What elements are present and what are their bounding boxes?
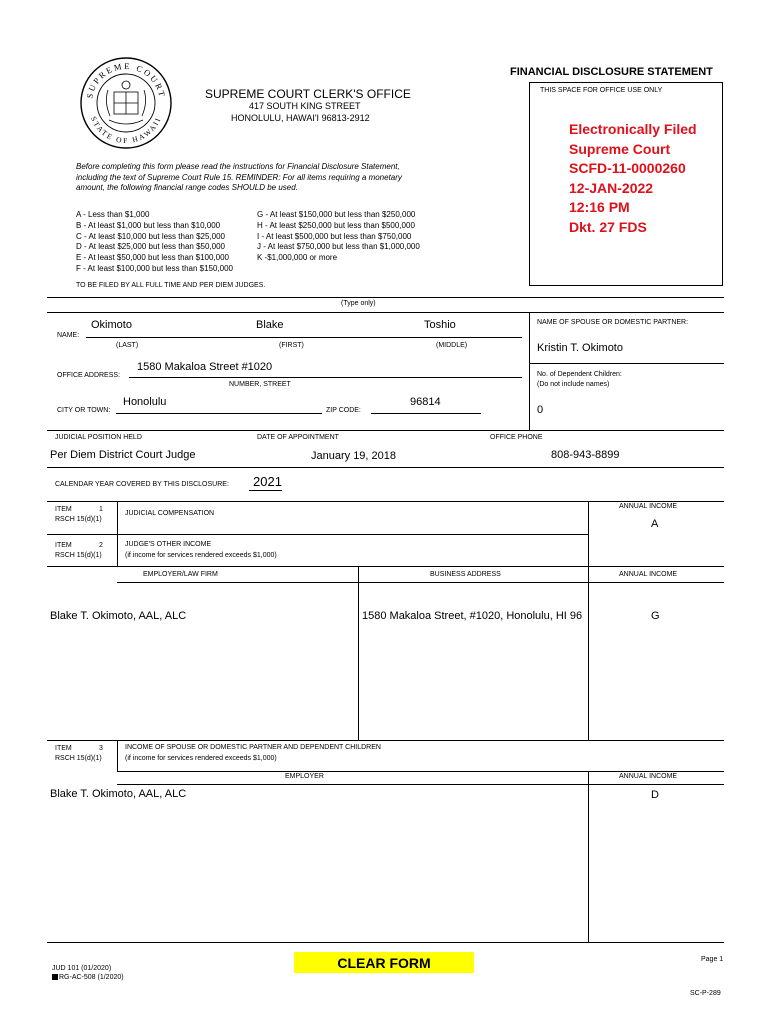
range-code: B - At least $1,000 but less than $10,000 xyxy=(76,220,221,230)
spouse-label: NAME OF SPOUSE OR DOMESTIC PARTNER: xyxy=(537,319,689,326)
divider xyxy=(117,534,118,566)
efiled-line: 12:16 PM xyxy=(569,199,630,215)
item3-subtitle: (if income for services rendered exceeds $1,000) xyxy=(125,755,277,762)
divider xyxy=(117,582,724,583)
item2-income-label: ANNUAL INCOME xyxy=(619,571,678,578)
item2-subtitle: (if income for services rendered exceeds $1,000) xyxy=(125,552,277,559)
item2-business-label: BUSINESS ADDRESS xyxy=(430,571,501,578)
office-address-line1: 417 SOUTH KING STREET xyxy=(249,101,361,111)
range-codes-right xyxy=(257,210,420,264)
form-revision: RG-AC-508 (1/2020) xyxy=(52,974,124,981)
item2-title: JUDGE'S OTHER INCOME xyxy=(125,541,212,548)
divider xyxy=(47,467,724,468)
instructions-line: amount, the following financial range codes SHOULD be used. xyxy=(76,183,298,192)
dependents-label xyxy=(537,370,622,390)
range-code: K -$1,000,000 or more xyxy=(257,253,338,263)
divider xyxy=(588,566,589,740)
first-name-label: (FIRST) xyxy=(279,342,304,349)
middle-name-field[interactable]: Toshio xyxy=(424,319,456,331)
address-sub-label: NUMBER, STREET xyxy=(229,381,291,388)
first-name-field[interactable]: Blake xyxy=(256,319,284,331)
dependents-label-line: (Do not include names) xyxy=(537,381,610,388)
divider xyxy=(47,534,588,535)
item2-income-code-field[interactable]: G xyxy=(651,610,660,622)
year-underline xyxy=(249,490,282,491)
divider xyxy=(47,501,724,502)
divider xyxy=(117,784,724,785)
checkbox-icon xyxy=(52,974,58,980)
address-underline xyxy=(129,377,522,378)
range-codes-left xyxy=(76,210,233,275)
efiled-line: Electronically Filed xyxy=(569,121,697,137)
court-seal xyxy=(79,56,173,150)
item3-rule: RSCH 15(d)(1) xyxy=(55,755,102,762)
item3-income-code-field[interactable]: D xyxy=(651,789,659,801)
item3-employer-field[interactable]: Blake T. Okimoto, AAL, ALC xyxy=(50,788,187,800)
office-address-line2: HONOLULU, HAWAI'I 96813-2912 xyxy=(231,113,370,123)
item1-title: JUDICIAL COMPENSATION xyxy=(125,510,215,517)
position-field[interactable]: Per Diem District Court Judge xyxy=(50,449,196,461)
item1-income-label: ANNUAL INCOME xyxy=(619,503,678,510)
page-number: Page 1 xyxy=(701,956,724,963)
range-code: I - At least $500,000 but less than $750,000 xyxy=(257,231,412,241)
item2-employer-label: EMPLOYER/LAW FIRM xyxy=(143,571,218,578)
zip-underline xyxy=(371,413,481,414)
doc-code: SC-P-289 xyxy=(690,990,721,997)
year-label: CALENDAR YEAR COVERED BY THIS DISCLOSURE: xyxy=(55,481,229,488)
divider xyxy=(529,363,724,364)
divider xyxy=(47,740,724,741)
item3-income-label: ANNUAL INCOME xyxy=(619,773,678,780)
efiled-line: Dkt. 27 FDS xyxy=(569,218,647,235)
office-name: SUPREME COURT CLERK'S OFFICE xyxy=(205,87,411,101)
office-phone-field[interactable]: 808-943-8899 xyxy=(551,449,620,461)
item2-employer-field[interactable]: Blake T. Okimoto, AAL, ALC xyxy=(50,610,187,622)
name-underline xyxy=(86,337,522,338)
item3-employer-label: EMPLOYER xyxy=(285,773,324,780)
divider xyxy=(47,430,724,431)
item2-label: ITEM 2 xyxy=(55,542,103,549)
clear-form-button[interactable]: CLEAR FORM xyxy=(294,952,474,973)
range-code: A - Less than $1,000 xyxy=(76,210,150,219)
range-code: D - At least $25,000 but less than $50,000 xyxy=(76,242,225,252)
divider xyxy=(47,566,724,567)
divider xyxy=(529,312,530,430)
divider xyxy=(47,312,724,313)
position-label: JUDICIAL POSITION HELD xyxy=(55,434,142,441)
city-label: CITY OR TOWN: xyxy=(57,407,111,414)
instructions xyxy=(76,162,402,194)
city-field[interactable]: Honolulu xyxy=(123,396,167,408)
zip-field[interactable]: 96814 xyxy=(410,396,441,408)
last-name-field[interactable]: Okimoto xyxy=(91,319,132,331)
instructions-line: including the text of Supreme Court Rule 15. REMINDER: For all items requiring a monetary xyxy=(76,172,402,182)
office-phone-label: OFFICE PHONE xyxy=(490,434,543,441)
efiled-line: Supreme Court xyxy=(569,140,671,157)
divider xyxy=(117,740,118,771)
item1-income-code-field[interactable]: A xyxy=(651,518,659,530)
office-address-field[interactable]: 1580 Makaloa Street #1020 xyxy=(137,361,273,373)
item3-label: ITEM 3 xyxy=(55,745,103,752)
name-label: NAME: xyxy=(57,332,80,339)
office-use-label: THIS SPACE FOR OFFICE USE ONLY xyxy=(540,87,663,94)
dependents-label-line: No. of Dependent Children: xyxy=(537,371,622,378)
type-only-label: (Type only) xyxy=(341,300,376,307)
efiled-stamp xyxy=(569,120,697,237)
range-code: J - At least $750,000 but less than $1,000,000 xyxy=(257,242,420,252)
city-underline xyxy=(116,413,322,414)
item3-title: INCOME OF SPOUSE OR DOMESTIC PARTNER AND DEPENDENT CHILDREN xyxy=(125,744,381,751)
office-address-label: OFFICE ADDRESS: xyxy=(57,372,121,379)
efiled-line: SCFD-11-0000260 xyxy=(569,160,686,176)
seal-top-text: SUPREME COURT xyxy=(84,60,168,100)
item1-label: ITEM 1 xyxy=(55,506,103,513)
item2-rule: RSCH 15(d)(1) xyxy=(55,552,102,559)
item2-business-address-field[interactable]: 1580 Makaloa Street, #1020, Honolulu, HI 96 xyxy=(362,610,583,622)
divider xyxy=(47,942,724,943)
range-code: E - At least $50,000 but less than $100,000 xyxy=(76,253,229,263)
range-code: G - At least $150,000 but less than $250,000 xyxy=(257,210,416,219)
dependents-count-field[interactable]: 0 xyxy=(537,404,544,416)
last-name-label: (LAST) xyxy=(116,342,139,349)
year-field[interactable]: 2021 xyxy=(253,474,282,489)
spouse-name-field[interactable]: Kristin T. Okimoto xyxy=(537,342,623,354)
range-code: C - At least $10,000 but less than $25,000 xyxy=(76,231,225,241)
filed-by-note: TO BE FILED BY ALL FULL TIME AND PER DIEM JUDGES. xyxy=(76,282,266,289)
appointment-label: DATE OF APPOINTMENT xyxy=(257,434,339,441)
form-code: JUD 101 (01/2020) xyxy=(52,965,112,972)
divider xyxy=(117,501,118,534)
efiled-line: 12-JAN-2022 xyxy=(569,179,654,196)
instructions-line: Before completing this form please read the instructions for Financial Disclosure Statement, xyxy=(76,162,400,171)
divider xyxy=(358,566,359,740)
middle-name-label: (MIDDLE) xyxy=(436,342,468,349)
range-code: H - At least $250,000 but less than $500,000 xyxy=(257,220,415,230)
divider xyxy=(588,771,589,942)
item1-rule: RSCH 15(d)(1) xyxy=(55,516,102,523)
range-code: F - At least $100,000 but less than $150,000 xyxy=(76,263,233,273)
form-title: FINANCIAL DISCLOSURE STATEMENT xyxy=(510,66,713,78)
divider xyxy=(47,297,724,298)
divider xyxy=(117,771,724,772)
seal-bottom-text: STATE OF HAWAII xyxy=(88,115,164,146)
appointment-date-field[interactable]: January 19, 2018 xyxy=(311,450,397,462)
zip-label: ZIP CODE: xyxy=(326,407,361,414)
divider xyxy=(588,501,589,568)
